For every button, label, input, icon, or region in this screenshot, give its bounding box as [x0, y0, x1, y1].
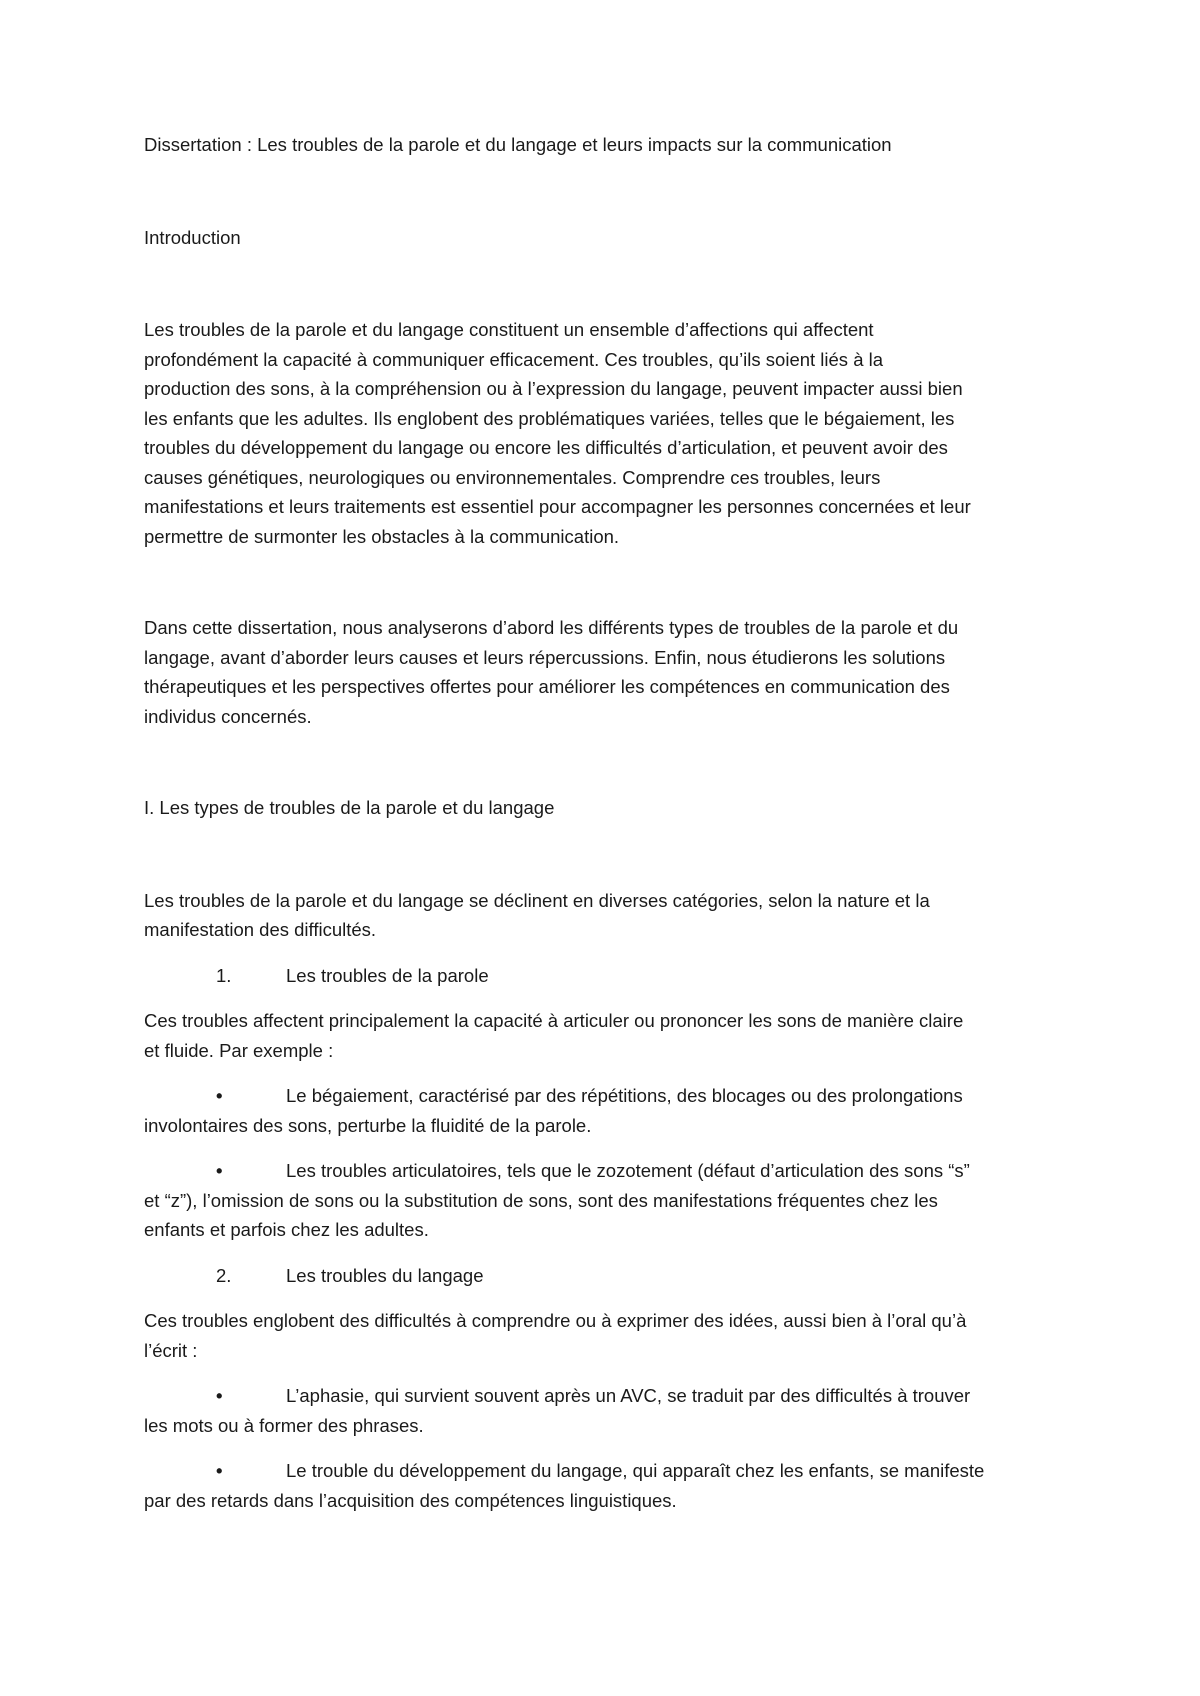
document-body	[144, 130, 1064, 1531]
introduction-paragraph-1	[144, 315, 1064, 551]
subsection-number: 1.	[216, 964, 232, 986]
text-line: Le trouble du développement du langage, qui apparaît chez les enfants, se manifeste	[286, 1460, 985, 1481]
section-1-heading: I. Les types de troubles de la parole et du langage	[144, 797, 555, 818]
introduction-heading: Introduction	[144, 226, 241, 248]
text-line: l’écrit :	[144, 1339, 198, 1361]
text-line: troubles du développement du langage ou encore les difficultés d’articulation, et peuvent avoir des	[144, 437, 948, 458]
subsection-2-heading	[144, 1261, 1064, 1291]
section-1-intro	[144, 886, 1064, 945]
text-line: manifestation des difficultés.	[144, 919, 377, 940]
text-line: et “z”), l’omission de sons ou la substitution de sons, sont des manifestations fréquentes chez les	[144, 1189, 938, 1211]
text-line: Dans cette dissertation, nous analyserons d’abord les différents types de troubles de la parole et du	[144, 617, 959, 638]
subsection-label: Les troubles de la parole	[286, 964, 489, 986]
text-line: les mots ou à former des phrases.	[144, 1414, 424, 1436]
text-line: Les troubles de la parole et du langage constituent un ensemble d’affections qui affectent	[144, 319, 874, 340]
subsection-label: Les troubles du langage	[286, 1264, 484, 1286]
text-line: Les troubles articulatoires, tels que le zozotement (défaut d’articulation des sons “s”	[286, 1160, 970, 1181]
subsection-1-heading	[144, 961, 1064, 991]
text-line: les enfants que les adultes. Ils englobent des problématiques variées, telles que le bégaiement, les	[144, 407, 955, 429]
text-line: Les troubles de la parole et du langage se déclinent en diverses catégories, selon la nature et la	[144, 889, 930, 911]
text-line: L’aphasie, qui survient souvent après un AVC, se traduit par des difficultés à trouver	[286, 1385, 971, 1406]
subsection-number: 2.	[216, 1264, 232, 1286]
subsection-1-intro	[144, 1006, 1064, 1065]
text-line: et fluide. Par exemple :	[144, 1039, 334, 1061]
text-line: par des retards dans l’acquisition des compétences linguistiques.	[144, 1489, 677, 1511]
subsection-2-intro	[144, 1306, 1064, 1365]
introduction-paragraph-2	[144, 613, 1064, 731]
bullet-item	[144, 1381, 1064, 1440]
bullet-icon: •	[216, 1385, 223, 1406]
text-line: Le bégaiement, caractérisé par des répétitions, des blocages ou des prolongations	[286, 1085, 963, 1106]
text-line: langage, avant d’aborder leurs causes et leurs répercussions. Enfin, nous étudierons les solutions	[144, 646, 946, 668]
text-line: profondément la capacité à communiquer efficacement. Ces troubles, qu’ils soient liés à la	[144, 348, 884, 370]
document-title: Dissertation : Les troubles de la parole et du langage et leurs impacts sur la communication	[144, 134, 892, 155]
text-line: thérapeutiques et les perspectives offertes pour améliorer les compétences en communication des	[144, 676, 950, 697]
bullet-icon: •	[216, 1160, 223, 1181]
text-line: individus concernés.	[144, 705, 312, 727]
text-line: manifestations et leurs traitements est essentiel pour accompagner les personnes concernées et leur	[144, 496, 971, 517]
bullet-item	[144, 1081, 1064, 1140]
bullet-icon: •	[216, 1085, 223, 1106]
text-line: enfants et parfois chez les adultes.	[144, 1219, 429, 1240]
bullet-item	[144, 1456, 1064, 1515]
text-line: Ces troubles englobent des difficultés à comprendre ou à exprimer des idées, aussi bien à l’oral qu’à	[144, 1310, 967, 1331]
text-line: causes génétiques, neurologiques ou environnementales. Comprendre ces troubles, leurs	[144, 466, 881, 488]
text-line: permettre de surmonter les obstacles à la communication.	[144, 525, 620, 547]
bullet-item	[144, 1156, 1064, 1245]
text-line: production des sons, à la compréhension ou à l’expression du langage, peuvent impacter aussi bien	[144, 378, 963, 399]
bullet-icon: •	[216, 1460, 223, 1481]
text-line: involontaires des sons, perturbe la fluidité de la parole.	[144, 1114, 592, 1136]
text-line: Ces troubles affectent principalement la capacité à articuler ou prononcer les sons de manière claire	[144, 1010, 964, 1031]
